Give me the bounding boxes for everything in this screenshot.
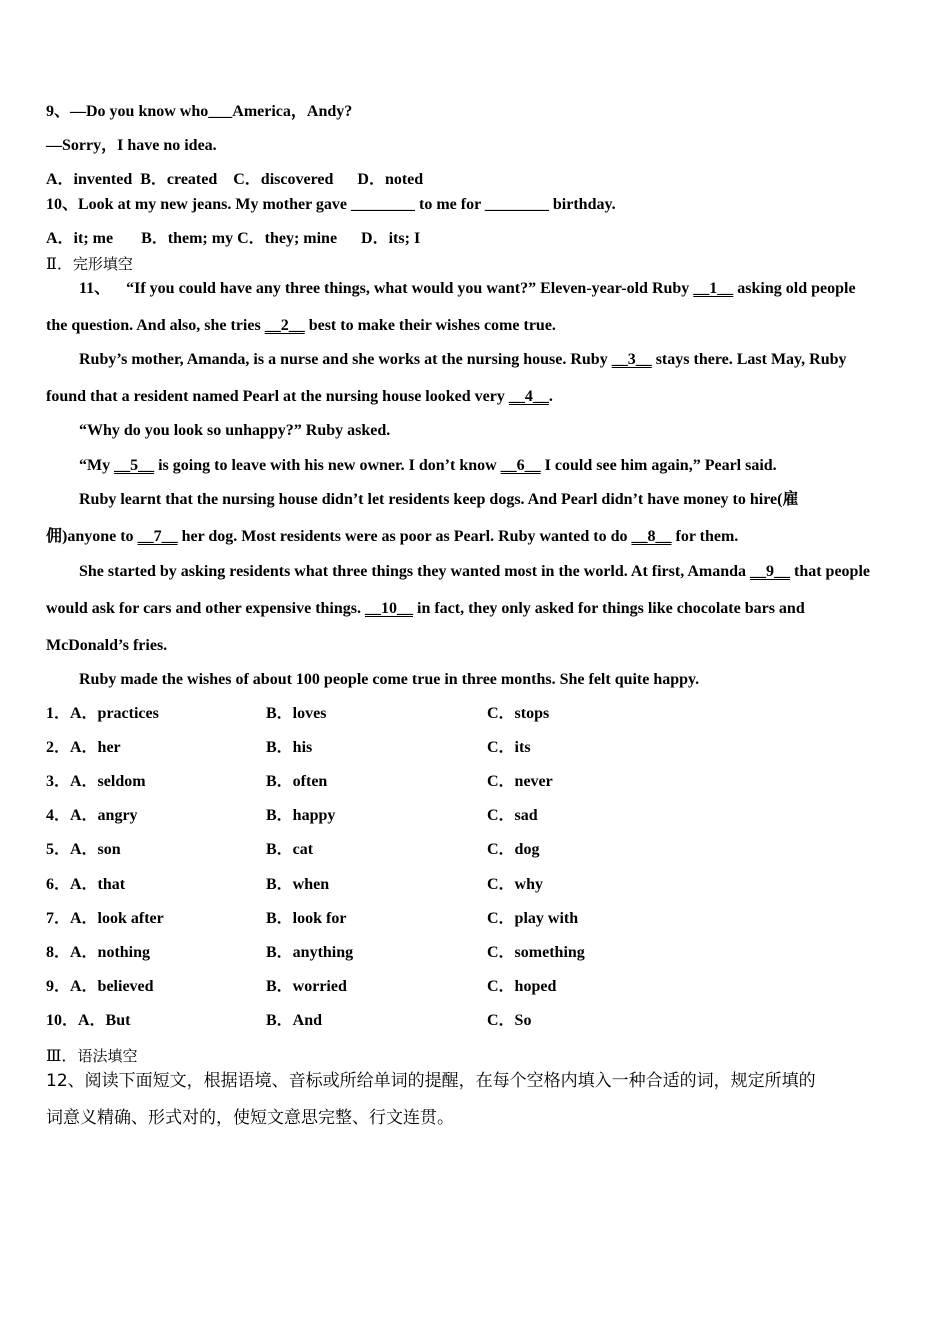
cloze-text: is going to leave with his new owner. I don’t know: [154, 457, 501, 474]
section-2-title: 完形填空: [72, 255, 133, 273]
q10-question: 10、Look at my new jeans. My mother gave ________ to me for ________ birthday.: [46, 196, 616, 213]
cloze-paragraph-4: [79, 456, 777, 476]
choice-6-a: 6．A．that: [46, 876, 126, 893]
section-2-numeral: Ⅱ．: [46, 256, 73, 273]
q10-options: A．it; me B．them; my C．they; mine D．its; I: [46, 230, 421, 247]
cloze-text: found that a resident named Pearl at the nursing house looked very: [46, 388, 509, 405]
cloze-paragraph-6-line-2: [46, 599, 805, 619]
cloze-blank-2: __2__: [264, 317, 305, 334]
cloze-paragraph-7: Ruby made the wishes of about 100 people come true in three months. She felt quite happy.: [79, 671, 700, 688]
cloze-paragraph-2-line-2: [46, 387, 553, 407]
q9-options: A．invented B．created C．discovered D．noted: [46, 171, 424, 188]
q12-instruction-line-1: 12、阅读下面短文，根据语境、音标或所给单词的提醒，在每个空格内填入一种合适的词，规定所填的: [46, 1071, 816, 1091]
choice-7-a: 7．A．look after: [46, 910, 164, 927]
q9-reply: —Sorry，I have no idea.: [46, 137, 217, 154]
cloze-paragraph-2-line-1: [79, 350, 847, 370]
cloze-blank-8: __8__: [631, 528, 672, 545]
choice-2-a: 2．A．her: [46, 739, 121, 756]
choice-10-a: 10．A．But: [46, 1012, 131, 1029]
choice-2-b: B．his: [266, 739, 313, 756]
choice-7-c: C．play with: [487, 910, 579, 927]
cloze-paragraph-3: “Why do you look so unhappy?” Ruby asked.: [79, 422, 391, 439]
choice-3-b: B．often: [266, 773, 328, 790]
choice-9-a: 9．A．believed: [46, 978, 154, 995]
q9-question: 9、—Do you know who___America，Andy?: [46, 103, 353, 120]
cloze-paragraph-5-line-1: Ruby learnt that the nursing house didn’t let residents keep dogs. And Pearl didn’t have money to hire(雇: [79, 491, 799, 508]
cloze-text: for them.: [671, 528, 739, 545]
cloze-text: in fact, they only asked for things like chocolate bars and: [413, 600, 805, 617]
cloze-text: She started by asking residents what three things they wanted most in the world. At first, Amanda: [79, 563, 750, 580]
cloze-blank-9: __9__: [750, 563, 790, 580]
section-3-title: 语法填空: [77, 1047, 138, 1065]
choice-5-a: 5．A．son: [46, 841, 121, 858]
section-3-heading: [46, 1046, 137, 1067]
choice-6-c: C．why: [487, 876, 544, 893]
cloze-text: “My: [79, 457, 115, 474]
choice-1-b: B．loves: [266, 705, 327, 722]
choice-1-a: 1．A．practices: [46, 705, 159, 722]
q12-instruction-line-2: 词意义精确、形式对的，使短文意思完整、行文连贯。: [46, 1108, 454, 1128]
choice-9-c: C．hoped: [487, 978, 557, 995]
choice-10-c: C．So: [487, 1012, 532, 1029]
cloze-paragraph-6-line-1: [79, 562, 870, 582]
section-3-numeral: Ⅲ．: [46, 1048, 78, 1065]
cloze-blank-3: __3__: [611, 351, 652, 368]
choice-9-b: B．worried: [266, 978, 347, 995]
cloze-text: I could see him again,” Pearl said.: [540, 457, 777, 474]
choice-8-a: 8．A．nothing: [46, 944, 151, 961]
choice-5-b: B．cat: [266, 841, 314, 858]
cloze-blank-5: __5__: [114, 457, 155, 474]
choice-3-c: C．never: [487, 773, 553, 790]
cloze-paragraph-1-line-1: [79, 279, 856, 299]
cloze-blank-10: __10__: [365, 600, 413, 617]
cloze-text: 佣)anyone to: [46, 528, 138, 545]
cloze-text: Ruby’s mother, Amanda, is a nurse and she works at the nursing house. Ruby: [79, 351, 612, 368]
cloze-text: that people: [790, 563, 870, 580]
choice-3-a: 3．A．seldom: [46, 773, 146, 790]
cloze-paragraph-1-line-2: [46, 316, 556, 336]
cloze-text: .: [548, 388, 553, 405]
choice-4-c: C．sad: [487, 807, 538, 824]
choice-6-b: B．when: [266, 876, 330, 893]
choice-7-b: B．look for: [266, 910, 347, 927]
cloze-text: best to make their wishes come true.: [304, 317, 556, 334]
choice-10-b: B．And: [266, 1012, 323, 1029]
choice-4-b: B．happy: [266, 807, 336, 824]
cloze-text: the question. And also, she tries: [46, 317, 265, 334]
cloze-paragraph-6-line-3: McDonald’s fries.: [46, 637, 168, 654]
cloze-text: would ask for cars and other expensive things.: [46, 600, 365, 617]
cloze-blank-1: __1__: [693, 280, 734, 297]
cloze-blank-4: __4__: [508, 388, 549, 405]
choice-8-c: C．something: [487, 944, 585, 961]
section-2-heading: [46, 254, 133, 275]
cloze-text: her dog. Most residents were as poor as Pearl. Ruby wanted to do: [177, 528, 632, 545]
cloze-text: 11、 “If you could have any three things, what would you want?” Eleven-year-old Ruby: [79, 280, 694, 297]
cloze-blank-6: __6__: [500, 457, 541, 474]
choice-8-b: B．anything: [266, 944, 354, 961]
choice-1-c: C．stops: [487, 705, 550, 722]
choice-4-a: 4．A．angry: [46, 807, 138, 824]
choice-2-c: C．its: [487, 739, 531, 756]
cloze-text: asking old people: [733, 280, 856, 297]
cloze-paragraph-5-line-2: [46, 527, 738, 547]
cloze-text: stays there. Last May, Ruby: [651, 351, 847, 368]
cloze-blank-7: __7__: [137, 528, 178, 545]
choice-5-c: C．dog: [487, 841, 540, 858]
